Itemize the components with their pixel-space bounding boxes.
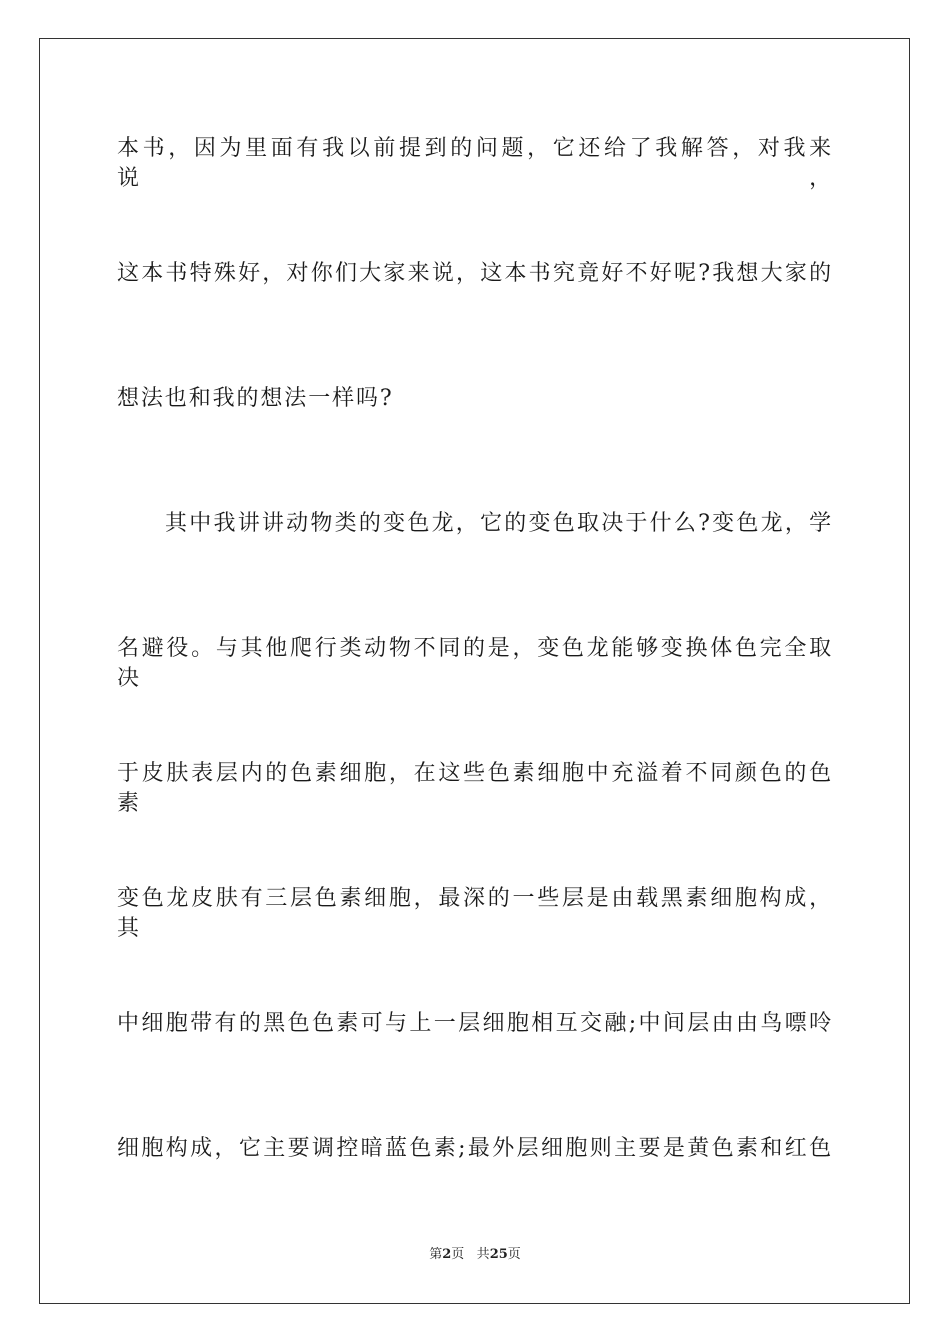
total-suffix: 页	[507, 1247, 521, 1262]
page-number: 2	[442, 1247, 452, 1262]
page-prefix: 第	[429, 1247, 443, 1262]
total-prefix: 共	[476, 1247, 490, 1262]
text-line-5: 名避役。与其他爬行类动物不同的是，变色龙能够变换体色完全取决	[117, 636, 833, 691]
text-line-7: 变色龙皮肤有三层色素细胞，最深的一些层是由载黑素细胞构成，其	[117, 886, 833, 941]
text-line-1: 本书，因为里面有我以前提到的问题，它还给了我解答，对我来说，	[117, 136, 833, 191]
text-line-8: 中细胞带有的黑色色素可与上一层细胞相互交融;中间层由由鸟嘌呤	[117, 1011, 833, 1036]
total-pages: 25	[489, 1247, 508, 1262]
text-line-9: 细胞构成，它主要调控暗蓝色素;最外层细胞则主要是黄色素和红色	[117, 1136, 833, 1161]
page-footer	[0, 1246, 950, 1264]
text-line-4: 其中我讲讲动物类的变色龙，它的变色取决于什么?变色龙，学	[165, 511, 833, 536]
page-border	[39, 38, 910, 1304]
text-line-2: 这本书特殊好，对你们大家来说，这本书究竟好不好呢?我想大家的	[117, 261, 833, 286]
page-suffix: 页	[451, 1247, 465, 1262]
text-line-3: 想法也和我的想法一样吗?	[117, 386, 394, 411]
text-line-6: 于皮肤表层内的色素细胞，在这些色素细胞中充溢着不同颜色的色素	[117, 761, 833, 816]
